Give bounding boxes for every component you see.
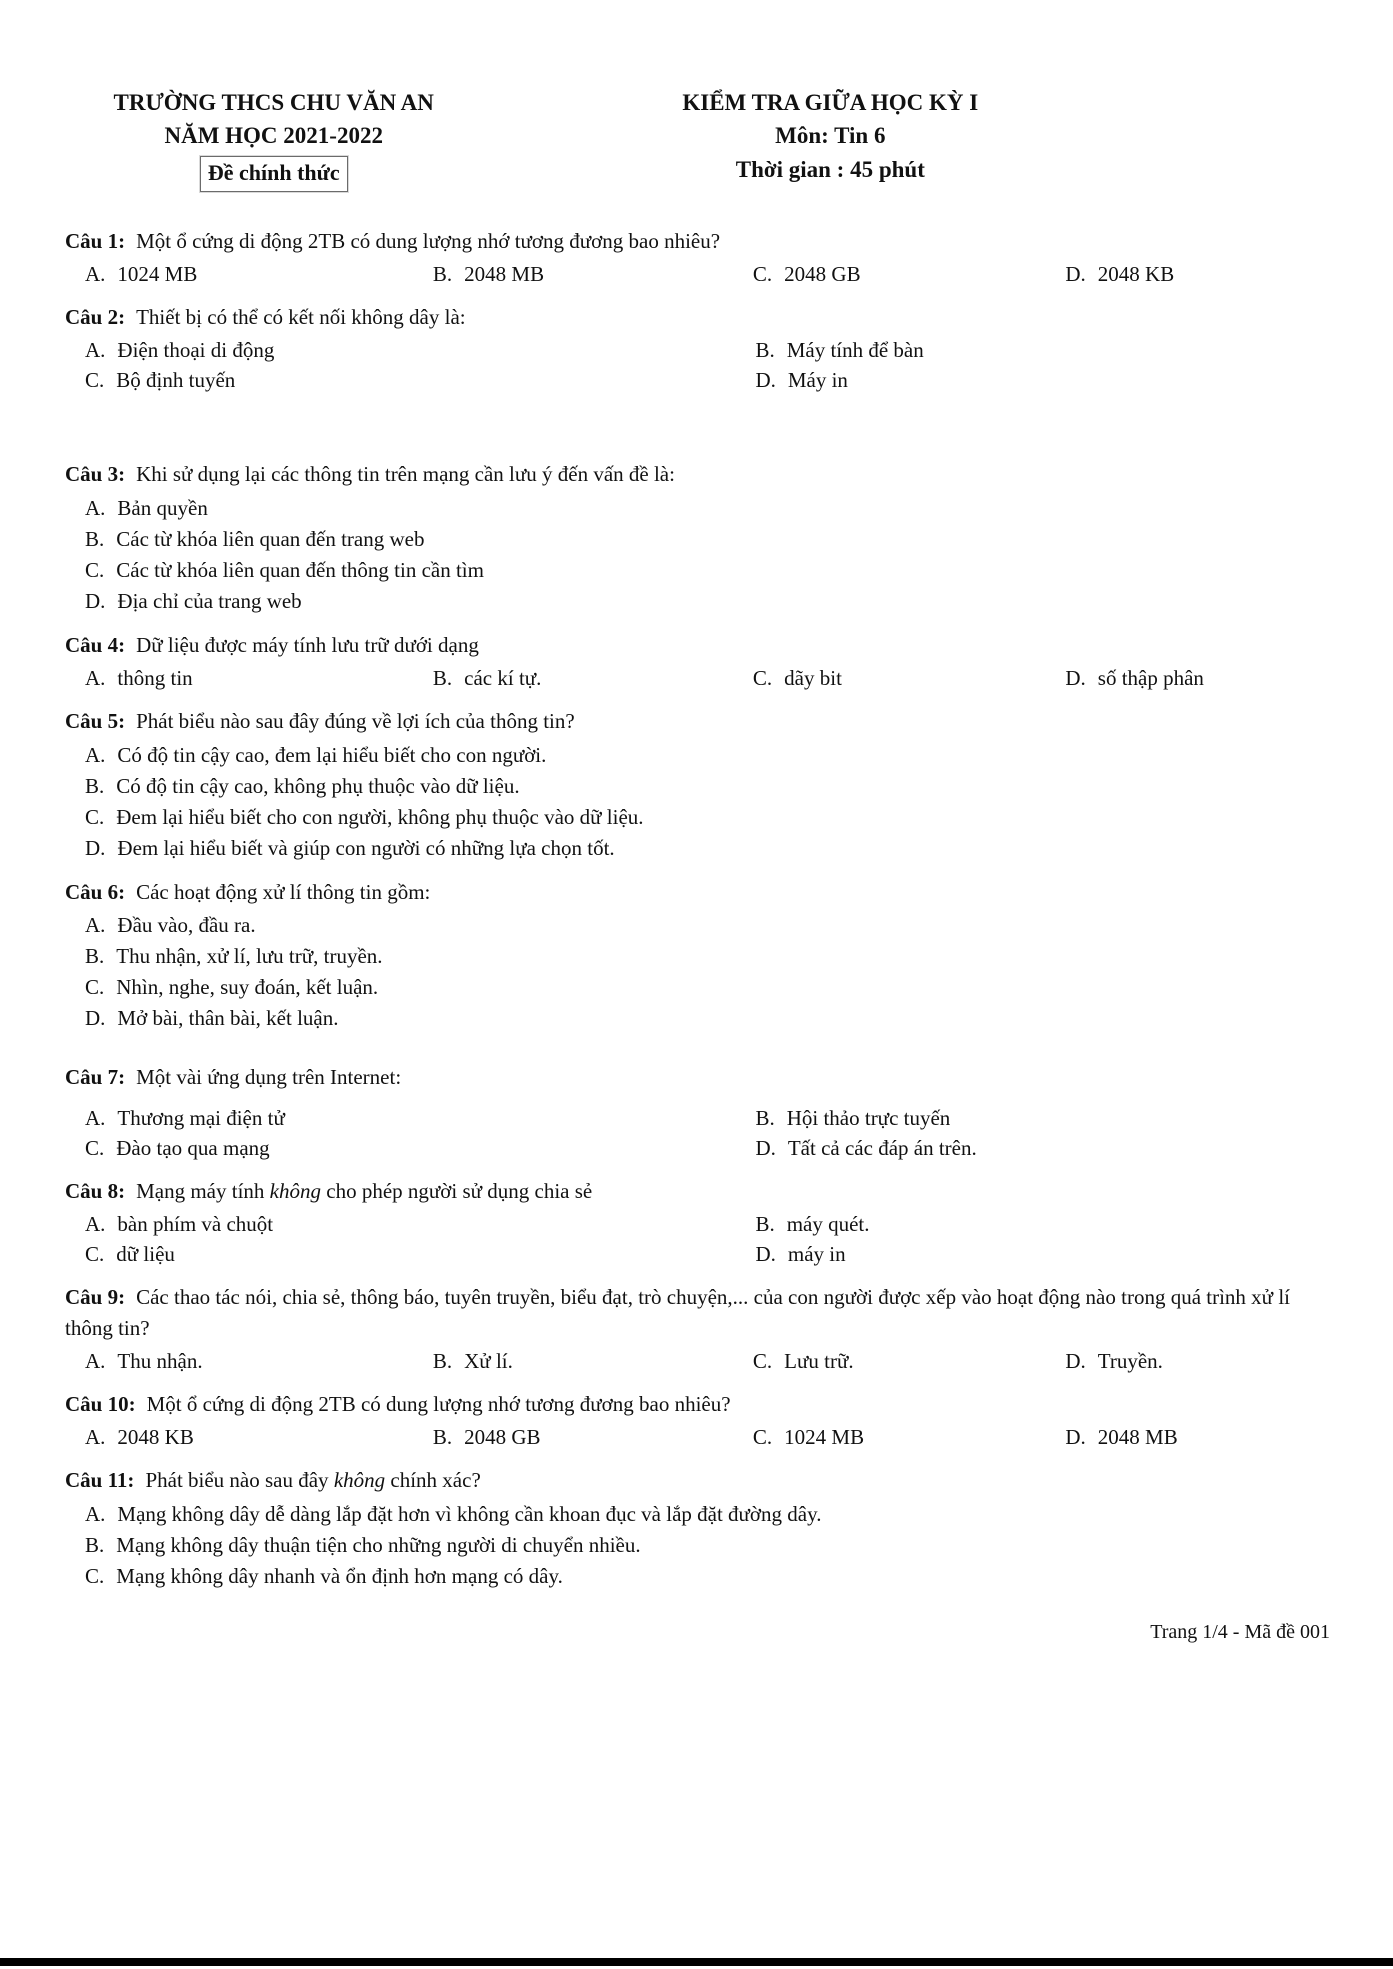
question-block (65, 226, 1330, 289)
option-letter: B. (755, 1212, 775, 1237)
option-letter: C. (85, 368, 105, 393)
question-line (65, 302, 1330, 332)
option-text: Bộ định tuyến (116, 368, 236, 393)
option-letter: B. (85, 1532, 105, 1557)
option-letter: D. (755, 1135, 776, 1160)
option-item (65, 555, 1330, 586)
option-text: Lưu trữ. (784, 1348, 854, 1373)
option-item (413, 1422, 733, 1452)
options-group (65, 493, 1330, 617)
header-right-block (577, 86, 1083, 186)
question-block (65, 459, 1330, 616)
option-text: Máy tính để bàn (786, 338, 924, 363)
option-text: 2048 MB (1097, 1425, 1178, 1450)
option-text: Mạng không dây dễ dàng lắp đặt hơn vì không cần khoan đục và lắp đặt đường dây. (117, 1501, 822, 1526)
question-block (65, 1389, 1330, 1452)
options-group (65, 1346, 1330, 1376)
option-item (735, 335, 1330, 365)
option-item (1045, 259, 1330, 289)
question-block (65, 1176, 1330, 1269)
option-letter: A. (85, 262, 106, 287)
option-letter: D. (755, 368, 776, 393)
question-block (65, 1465, 1330, 1591)
option-item (1045, 1346, 1330, 1376)
option-letter: C. (85, 975, 105, 1000)
question-block (65, 302, 1330, 395)
option-item (65, 1003, 1330, 1034)
option-text: Đem lại hiểu biết và giúp con người có những lựa chọn tốt. (117, 835, 615, 860)
option-letter: B. (85, 773, 105, 798)
options-group (65, 259, 1330, 289)
option-text: 1024 MB (784, 1425, 865, 1450)
option-text: Truyền. (1097, 1348, 1163, 1373)
question-block (65, 1282, 1330, 1376)
option-text: Đào tạo qua mạng (116, 1135, 270, 1160)
option-item (413, 259, 733, 289)
options-group (65, 663, 1330, 693)
school-year: NĂM HỌC 2021-2022 (164, 123, 383, 149)
question-line (65, 1389, 1330, 1419)
option-item (733, 1346, 1045, 1376)
option-item (733, 1422, 1045, 1452)
option-letter: B. (432, 1425, 453, 1450)
option-item (735, 1209, 1330, 1239)
option-letter: C. (752, 1425, 773, 1450)
option-text: Máy in (787, 368, 848, 393)
option-letter: B. (85, 526, 105, 551)
option-item (65, 771, 1330, 802)
option-letter: B. (432, 262, 453, 287)
options-group (65, 1422, 1330, 1452)
option-item (65, 1239, 735, 1269)
page-number: Trang 1/4 - Mã đề 001 (1150, 1620, 1330, 1643)
option-text: Tất cả các đáp án trên. (787, 1135, 977, 1160)
question-text: Thiết bị có thể có kết nối không dây là: (136, 305, 466, 330)
option-letter: D. (1065, 666, 1086, 691)
question-label: Câu 11: (65, 1468, 135, 1493)
question-text: Phát biểu nào sau đây đúng về lợi ích của thông tin? (136, 709, 575, 734)
option-item (413, 663, 733, 693)
option-item (735, 1239, 1330, 1269)
options-group (65, 1103, 1330, 1163)
question-label: Câu 8: (65, 1178, 126, 1203)
question-block (65, 877, 1330, 1034)
official-exam-badge: Đề chính thức (200, 156, 348, 192)
options-group (65, 335, 1330, 395)
option-text: dãy bit (784, 666, 842, 691)
exam-title: KIỂM TRA GIỮA HỌC KỲ I (682, 90, 979, 115)
option-item (413, 1346, 733, 1376)
question-line (65, 706, 1330, 736)
option-text: 2048 GB (464, 1425, 541, 1450)
question-text: Dữ liệu được máy tính lưu trữ dưới dạng (136, 632, 479, 657)
exam-header (65, 86, 1330, 192)
header-left-block (65, 86, 482, 192)
options-group (65, 740, 1330, 864)
option-letter: D. (1065, 1425, 1086, 1450)
question-line (65, 1465, 1330, 1495)
option-item (65, 1499, 1330, 1530)
option-text: Mở bài, thân bài, kết luận. (117, 1006, 339, 1031)
option-text: dữ liệu (116, 1242, 175, 1267)
option-text: Thu nhận. (117, 1348, 203, 1373)
option-text: 1024 MB (117, 262, 198, 287)
question-block (65, 630, 1330, 693)
option-letter: C. (85, 804, 105, 829)
option-item (65, 1561, 1330, 1592)
option-letter: A. (85, 666, 106, 691)
option-text: Bản quyền (117, 495, 208, 520)
option-text: Các từ khóa liên quan đến trang web (116, 526, 425, 551)
question-label: Câu 10: (65, 1391, 136, 1416)
option-text: các kí tự. (464, 666, 542, 691)
option-letter: B. (432, 666, 453, 691)
option-text: Xử lí. (464, 1348, 513, 1373)
option-item (1045, 663, 1330, 693)
option-item (65, 1422, 413, 1452)
option-letter: D. (755, 1242, 776, 1267)
option-letter: A. (85, 1212, 106, 1237)
option-text: Các từ khóa liên quan đến thông tin cần tìm (116, 557, 484, 582)
question-line (65, 630, 1330, 660)
option-text: 2048 GB (784, 262, 861, 287)
question-text: Các thao tác nói, chia sẻ, thông báo, tuyên truyền, biểu đạt, trò chuyện,... của con người được xếp vào hoạt động nào trong quá trình xử lí thông tin? (65, 1285, 1290, 1340)
option-text: Địa chỉ của trang web (117, 588, 302, 613)
option-item (733, 259, 1045, 289)
option-letter: C. (752, 1348, 773, 1373)
question-line (65, 877, 1330, 907)
option-item (65, 740, 1330, 771)
option-item (65, 1530, 1330, 1561)
question-text: Một ổ cứng di động 2TB có dung lượng nhớ tương đương bao nhiêu? (136, 228, 721, 253)
option-item (1045, 1422, 1330, 1452)
question-text: Một vài ứng dụng trên Internet: (136, 1065, 402, 1090)
question-text: Mạng máy tính không cho phép người sử dụng chia sẻ (136, 1178, 593, 1203)
option-letter: C. (85, 1242, 105, 1267)
option-letter: A. (85, 742, 106, 767)
option-letter: A. (85, 913, 106, 938)
option-text: 2048 KB (1097, 262, 1175, 287)
option-text: 2048 KB (117, 1425, 194, 1450)
option-letter: C. (752, 666, 773, 691)
option-text: 2048 MB (464, 262, 545, 287)
option-text: Có độ tin cậy cao, không phụ thuộc vào dữ liệu. (116, 773, 520, 798)
option-item (735, 1133, 1330, 1163)
option-letter: C. (85, 1135, 105, 1160)
scan-artifact-bar (0, 1958, 1393, 1966)
option-item (65, 1103, 735, 1133)
option-letter: B. (755, 338, 775, 363)
questions (65, 226, 1330, 1592)
option-text: Nhìn, nghe, suy đoán, kết luận. (116, 975, 379, 1000)
option-letter: C. (752, 262, 773, 287)
option-letter: B. (432, 1348, 453, 1373)
question-label: Câu 3: (65, 462, 126, 487)
question-line (65, 1282, 1330, 1343)
option-text: Đem lại hiểu biết cho con người, không phụ thuộc vào dữ liệu. (116, 804, 644, 829)
option-item (65, 1133, 735, 1163)
question-block (65, 706, 1330, 863)
option-item (65, 941, 1330, 972)
option-text: Mạng không dây nhanh và ổn định hơn mạng có dây. (116, 1563, 563, 1588)
question-label: Câu 6: (65, 879, 126, 904)
question-block (65, 1062, 1330, 1162)
option-letter: A. (85, 495, 106, 520)
option-item (65, 259, 413, 289)
options-group (65, 1499, 1330, 1592)
option-text: Điện thoại di động (117, 338, 275, 363)
option-letter: C. (85, 557, 105, 582)
question-line (65, 226, 1330, 256)
option-text: Thu nhận, xử lí, lưu trữ, truyền. (116, 944, 383, 969)
options-group (65, 910, 1330, 1034)
option-item (65, 365, 735, 395)
option-letter: A. (85, 1501, 106, 1526)
options-group (65, 1209, 1330, 1269)
question-line (65, 1176, 1330, 1206)
option-letter: D. (1065, 1348, 1086, 1373)
option-letter: D. (85, 588, 106, 613)
question-line (65, 1062, 1330, 1092)
question-label: Câu 5: (65, 709, 126, 734)
option-text: máy in (787, 1242, 846, 1267)
option-text: bàn phím và chuột (117, 1212, 274, 1237)
question-label: Câu 4: (65, 632, 126, 657)
option-text: Đầu vào, đầu ra. (117, 913, 256, 938)
option-letter: A. (85, 1348, 106, 1373)
question-label: Câu 1: (65, 228, 126, 253)
option-item (65, 524, 1330, 555)
option-letter: A. (85, 1425, 106, 1450)
option-item (733, 663, 1045, 693)
option-letter: C. (85, 1563, 105, 1588)
question-text: Khi sử dụng lại các thông tin trên mạng cần lưu ý đến vấn đề là: (136, 462, 675, 487)
exam-subject: Môn: Tin 6 (775, 123, 886, 149)
exam-duration: Thời gian : 45 phút (735, 156, 925, 182)
question-label: Câu 9: (65, 1285, 126, 1310)
option-item (65, 910, 1330, 941)
option-item (735, 1103, 1330, 1133)
option-item (65, 802, 1330, 833)
option-letter: A. (85, 1105, 106, 1130)
option-text: Mạng không dây thuận tiện cho những người di chuyển nhiều. (116, 1532, 641, 1557)
question-line (65, 459, 1330, 489)
option-text: Hội thảo trực tuyến (786, 1105, 951, 1130)
question-text: Phát biểu nào sau đây không chính xác? (145, 1468, 481, 1493)
option-text: Thương mại điện tử (117, 1105, 285, 1130)
option-item (65, 586, 1330, 617)
option-letter: A. (85, 338, 106, 363)
option-item (65, 663, 413, 693)
option-text: số thập phân (1097, 666, 1204, 691)
option-letter: D. (85, 835, 106, 860)
option-item (735, 365, 1330, 395)
option-item (65, 335, 735, 365)
option-text: máy quét. (786, 1212, 870, 1237)
option-item (65, 972, 1330, 1003)
question-text: Các hoạt động xử lí thông tin gồm: (136, 879, 431, 904)
option-letter: B. (755, 1105, 775, 1130)
option-item (65, 1209, 735, 1239)
page-footer (65, 1618, 1330, 1646)
option-letter: D. (85, 1006, 106, 1031)
question-label: Câu 2: (65, 305, 126, 330)
school-name: TRƯỜNG THCS CHU VĂN AN (113, 90, 434, 115)
option-letter: B. (85, 944, 105, 969)
question-text: Một ổ cứng di động 2TB có dung lượng nhớ tương đương bao nhiêu? (146, 1391, 731, 1416)
option-text: Có độ tin cậy cao, đem lại hiểu biết cho con người. (117, 742, 547, 767)
option-letter: D. (1065, 262, 1086, 287)
option-item (65, 833, 1330, 864)
option-item (65, 1346, 413, 1376)
option-item (65, 493, 1330, 524)
option-text: thông tin (117, 666, 193, 691)
question-label: Câu 7: (65, 1065, 126, 1090)
